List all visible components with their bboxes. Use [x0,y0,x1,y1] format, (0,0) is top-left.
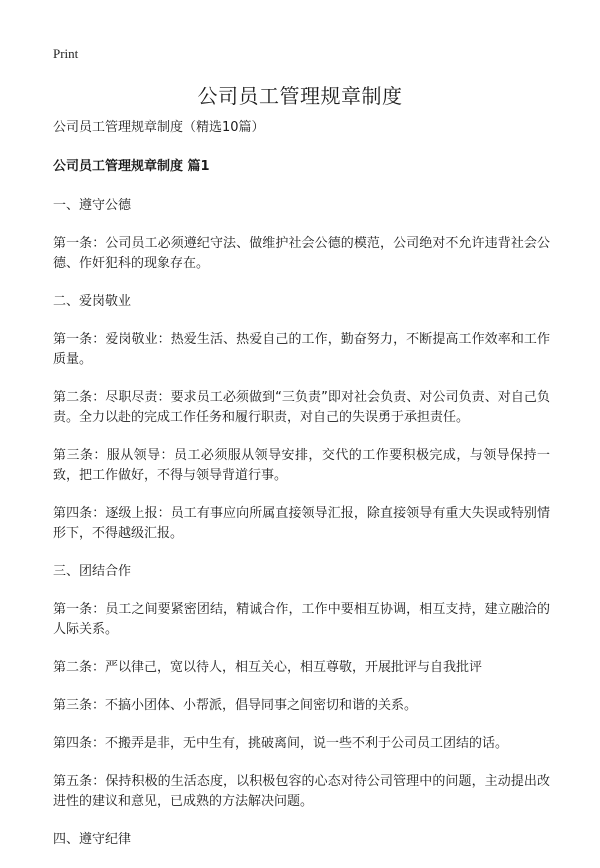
section-heading: 二、爱岗敬业 [53,294,132,309]
clause-paragraph: 第四条：不搬弄是非，无中生有，挑破离间，说一些不利于公司员工团结的话。 [53,736,509,751]
document-body [53,118,550,868]
section-heading: 三、团结合作 [53,564,132,579]
chapter-heading: 公司员工管理规章制度 篇1 [53,159,210,174]
clause-paragraph: 第三条：服从领导：员工必须服从领导安排，交代的工作要积极完成，与领导保持一致，把工作做好，不得与领导背道行事。 [53,448,550,483]
print-link[interactable]: Print [53,46,79,61]
clause-paragraph: 第一条：爱岗敬业：热爱生活、热爱自己的工作，勤奋努力，不断提高工作效率和工作质量。 [53,332,550,367]
document-title: 公司员工管理规章制度 [197,84,403,108]
section-heading: 一、遵守公德 [53,198,132,213]
clause-paragraph: 第五条：保持积极的生活态度，以积极包容的心态对待公司管理中的问题，主动提出改进性的建议和意见，已成熟的方法解决问题。 [53,774,550,809]
clause-paragraph: 第四条：逐级上报：员工有事应向所属直接领导汇报，除直接领导有重大失误或特别情形下，不得越级汇报。 [53,506,550,541]
document-subtitle: 公司员工管理规章制度（精选10篇） [53,120,265,135]
clause-paragraph: 第三条：不搞小团体、小帮派，倡导同事之间密切和谐的关系。 [53,698,418,713]
clause-paragraph: 第一条：公司员工必须遵纪守法、做维护社会公德的模范，公司绝对不允许违背社会公德、作奸犯科的现象存在。 [53,236,550,271]
section-heading: 四、遵守纪律 [53,832,132,847]
clause-paragraph: 第二条：尽职尽责：要求员工必须做到“三负责”即对社会负责、对公司负责、对自己负责。全力以赴的完成工作任务和履行职责，对自己的失误勇于承担责任。 [53,390,550,425]
clause-paragraph: 第二条：严以律己，宽以待人，相互关心，相互尊敬，开展批评与自我批评 [53,660,483,675]
clause-paragraph: 第一条：员工之间要紧密团结，精诚合作，工作中要相互协调，相互支持，建立融洽的人际关系。 [53,602,550,637]
